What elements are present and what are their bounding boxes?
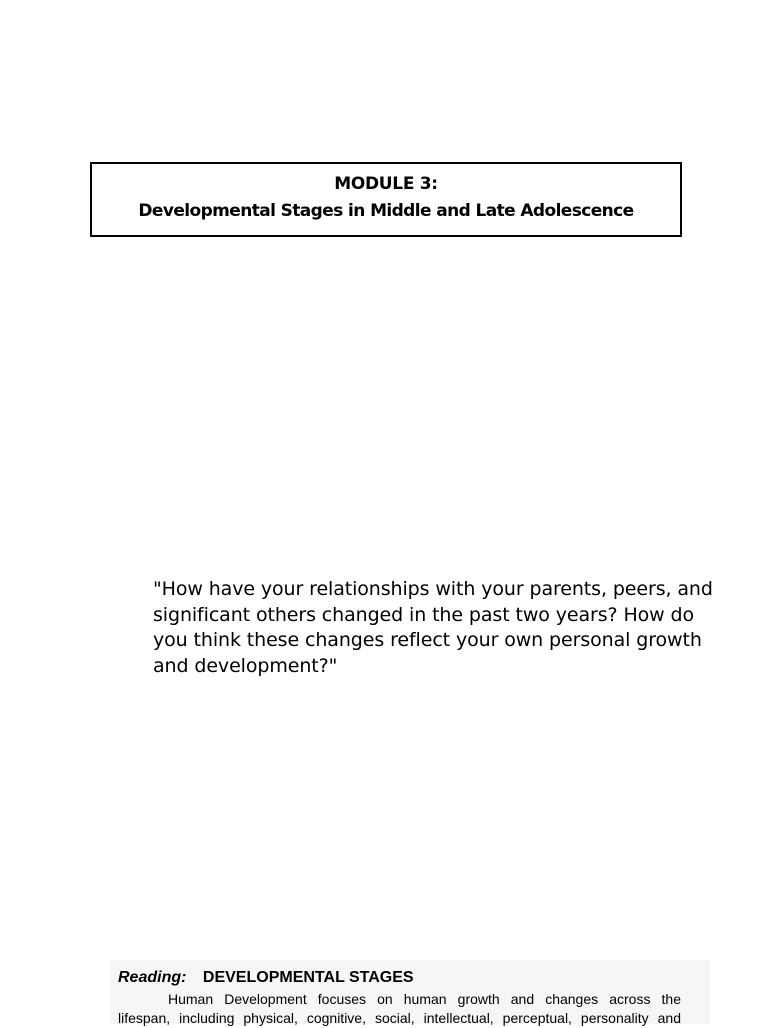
reading-body-line-2: lifespan, including physical, cognitive, social, intellectual, perceptual, personality and <box>118 1010 681 1026</box>
reading-title: DEVELOPMENTAL STAGES <box>202 969 414 986</box>
module-subtitle: Developmental Stages in Middle and Late Adolescence <box>138 201 634 221</box>
reading-label: Reading: <box>118 969 187 986</box>
reading-body <box>118 990 681 1028</box>
module-title-box <box>90 162 682 237</box>
reflection-prompt: "How have your relationships with your parents, peers, and significant others changed in the past two years? How do you think these changes reflect your own personal growth and development?" <box>153 578 713 677</box>
reading-heading <box>118 969 414 987</box>
reading-body-line-1: Human Development focuses on human growth and changes across the <box>168 991 681 1007</box>
module-number: MODULE 3: <box>334 174 438 194</box>
